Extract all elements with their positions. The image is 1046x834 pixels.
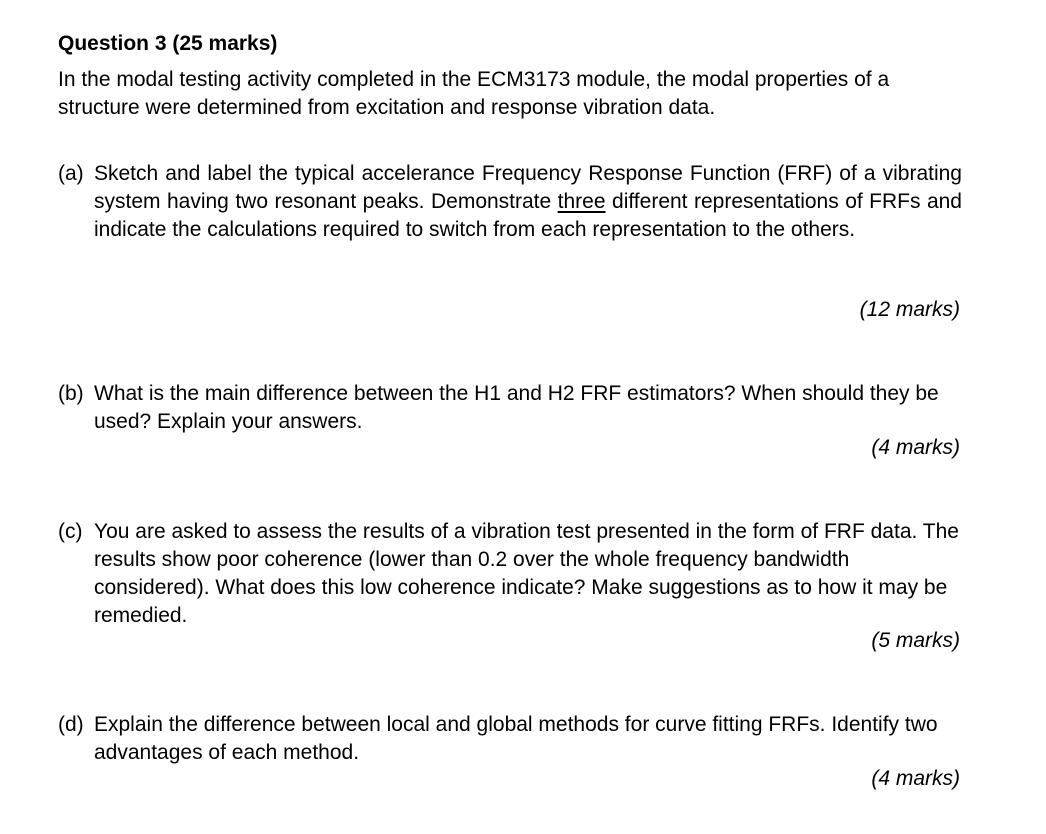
part-d bbox=[58, 711, 962, 767]
part-a-text-after: different representations of FRFs and indicate the calculations required to switch from each representation to the others. bbox=[94, 190, 962, 241]
part-a-emphasis: three bbox=[557, 190, 606, 213]
part-d-text: Explain the difference between local and global methods for curve fitting FRFs. Identify two advantages of each method. bbox=[94, 713, 938, 764]
question-title: Question 3 (25 marks) bbox=[58, 32, 278, 55]
part-d-marks: (4 marks) bbox=[871, 767, 960, 790]
part-b-marks: (4 marks) bbox=[871, 436, 960, 459]
part-c-text: You are asked to assess the results of a vibration test presented in the form of FRF data. The results show poor coherence (lower than 0.2 over the whole frequency bandwidth considered). What does this low coherence indicate? Make suggestions as to how it may be remedied. bbox=[94, 520, 959, 627]
part-b-text: What is the main difference between the H1 and H2 FRF estimators? When should they be used? Explain your answers. bbox=[94, 382, 939, 433]
part-a-text bbox=[94, 160, 962, 244]
part-b bbox=[58, 380, 962, 436]
part-d-label: (d) bbox=[58, 713, 84, 736]
question-intro: In the modal testing activity completed in the ECM3173 module, the modal properties of a structure were determined from excitation and response vibration data. bbox=[58, 68, 890, 119]
part-c bbox=[58, 518, 962, 630]
part-c-marks: (5 marks) bbox=[871, 629, 960, 652]
part-b-label: (b) bbox=[58, 382, 84, 405]
part-a-text-before: Sketch and label the typical accelerance Frequency Response Function (FRF) of a vibrating system having two resonant peaks. Demonstrate bbox=[94, 162, 962, 213]
part-a bbox=[58, 160, 962, 244]
part-c-label: (c) bbox=[58, 520, 83, 543]
part-a-label: (a) bbox=[58, 162, 84, 185]
part-a-marks: (12 marks) bbox=[859, 298, 960, 321]
